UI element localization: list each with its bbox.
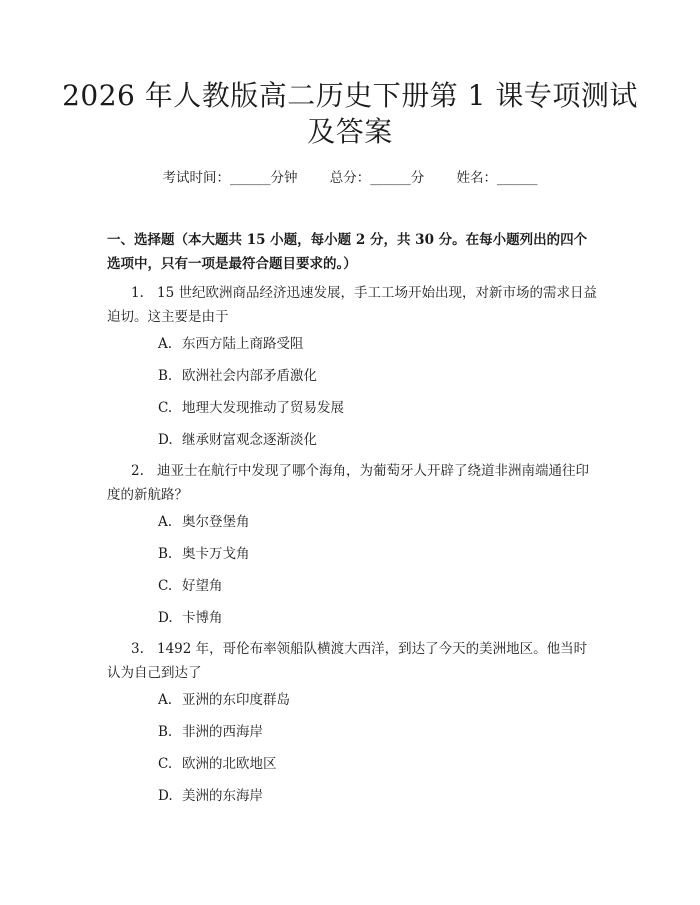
option-text: 好望角 — [182, 578, 223, 594]
question-text: 迪亚士在航行中发现了哪个海角，为葡萄牙人开辟了绕道非洲南端通往印度的新航路？ — [107, 463, 589, 503]
option-letter: C. — [158, 578, 173, 594]
option-text: 非洲的西海岸 — [182, 724, 263, 740]
question-number: 2. — [131, 463, 144, 479]
option-letter: A. — [158, 692, 173, 708]
question-text: 15 世纪欧洲商品经济迅速发展，手工工场开始出现，对新市场的需求日益迫切。这主要是由于 — [107, 285, 597, 325]
option-text: 美洲的东海岸 — [182, 788, 263, 804]
exam-time-label: 考试时间： — [162, 170, 230, 186]
exam-time-field — [162, 168, 297, 188]
q2-option-d — [158, 608, 223, 628]
total-score-unit: 分 — [410, 170, 425, 186]
total-score-label: 总分： — [329, 170, 371, 186]
exam-time-blank: ______ — [229, 170, 271, 186]
q3-option-a — [158, 690, 290, 710]
student-name-field — [457, 168, 538, 188]
option-letter: A. — [158, 514, 173, 530]
question-number: 3. — [131, 641, 144, 657]
option-letter: A. — [158, 336, 173, 352]
exam-info-line — [0, 168, 700, 188]
document-title: 2026 年人教版高二历史下册第 1 课专项测试及答案 — [62, 79, 638, 148]
q3-option-d — [158, 786, 263, 806]
q1-option-d — [158, 430, 317, 450]
option-text: 亚洲的东印度群岛 — [182, 692, 290, 708]
option-letter: D. — [158, 788, 173, 804]
option-letter: C. — [158, 400, 173, 416]
option-text: 卡博角 — [182, 610, 223, 626]
option-text: 东西方陆上商路受阻 — [182, 336, 304, 352]
option-text: 欧洲社会内部矛盾激化 — [182, 368, 317, 384]
option-letter: D. — [158, 610, 173, 626]
total-score-blank: ______ — [370, 170, 411, 186]
question-text: 1492 年，哥伦布率领船队横渡大西洋，到达了今天的美洲地区。他当时认为自己到达了 — [107, 641, 588, 681]
section-heading: 一、选择题（本大题共 15 小题，每小题 2 分，共 30 分。在每小题列出的四个选项中，只有一项是最符合题目要求的。） — [107, 232, 588, 272]
q3-option-b — [158, 722, 263, 742]
question-3 — [107, 637, 597, 685]
q2-option-c — [158, 576, 223, 596]
option-text: 奥卡万戈角 — [182, 546, 250, 562]
exam-time-unit: 分钟 — [270, 170, 298, 186]
q2-option-a — [158, 512, 250, 532]
option-letter: C. — [158, 756, 173, 772]
student-name-label: 姓名： — [456, 170, 498, 186]
option-letter: B. — [158, 724, 173, 740]
q1-option-b — [158, 366, 317, 386]
question-1 — [107, 281, 597, 329]
student-name-blank: ______ — [497, 170, 538, 186]
option-letter: B. — [158, 546, 173, 562]
q2-option-b — [158, 544, 250, 564]
option-text: 欧洲的北欧地区 — [182, 756, 277, 772]
option-text: 继承财富观念逐渐淡化 — [182, 432, 317, 448]
option-text: 奥尔登堡角 — [182, 514, 250, 530]
total-score-field — [330, 168, 425, 188]
option-letter: B. — [158, 368, 173, 384]
q1-option-c — [158, 398, 344, 418]
q1-option-a — [158, 334, 304, 354]
option-text: 地理大发现推动了贸易发展 — [182, 400, 344, 416]
option-letter: D. — [158, 432, 173, 448]
question-2 — [107, 459, 597, 507]
q3-option-c — [158, 754, 277, 774]
question-number: 1. — [131, 285, 144, 301]
